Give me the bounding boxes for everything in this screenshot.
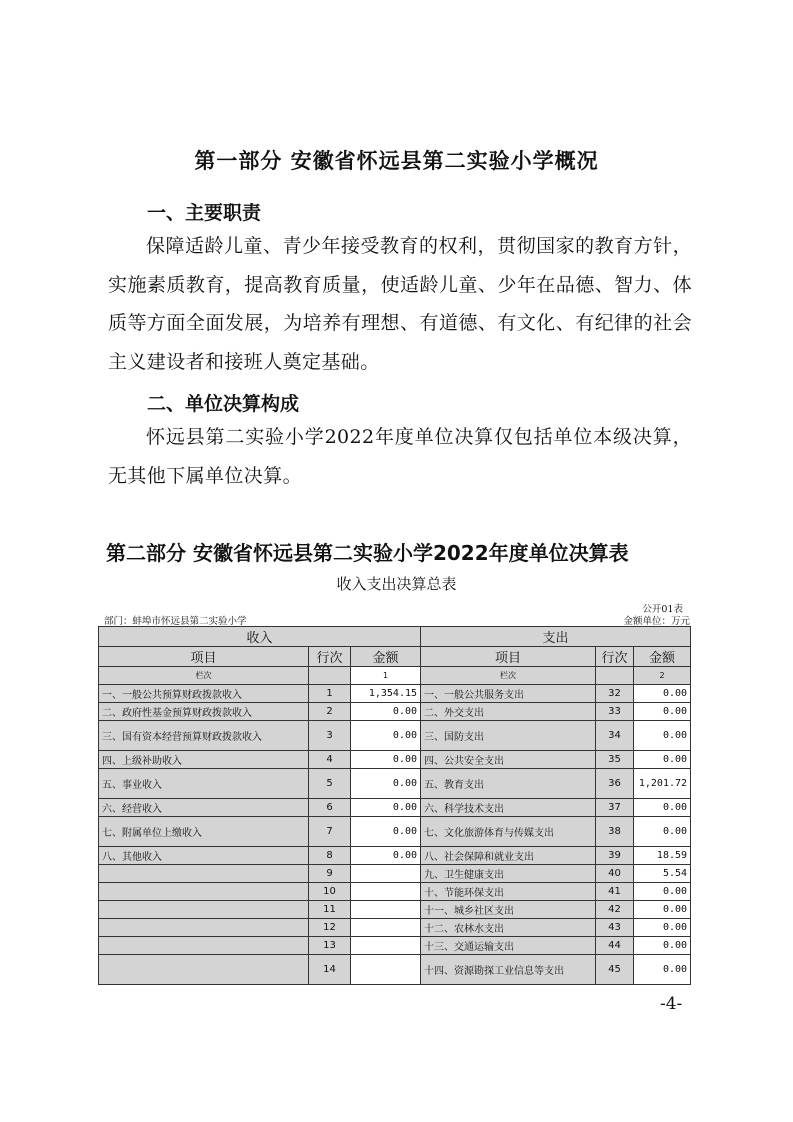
expense-row-no: 39 xyxy=(596,847,634,865)
income-amount: 0.00 xyxy=(351,751,421,769)
income-amount xyxy=(351,883,421,901)
income-row-no: 13 xyxy=(309,937,351,955)
table-row xyxy=(99,769,691,799)
income-amount: 0.00 xyxy=(351,817,421,847)
table-row xyxy=(99,937,691,955)
unit-label: 金额单位：万元 xyxy=(623,616,690,627)
table-title: 收入支出决算总表 xyxy=(336,575,457,593)
income-item: 三、国有资本经营预算财政拨款收入 xyxy=(99,721,309,751)
income-row-no: 5 xyxy=(309,769,351,799)
table-row xyxy=(99,751,691,769)
expense-row-no: 40 xyxy=(596,865,634,883)
income-item: 五、事业收入 xyxy=(99,769,309,799)
expense-amount: 0.00 xyxy=(634,901,691,919)
income-amount xyxy=(351,937,421,955)
expense-amount-header: 金额 xyxy=(634,647,691,667)
expense-item: 一、一般公共服务支出 xyxy=(421,685,596,703)
expense-lanci-blank xyxy=(596,667,634,685)
expense-row-no: 32 xyxy=(596,685,634,703)
table-row xyxy=(99,703,691,721)
expense-amount: 1,201.72 xyxy=(634,769,691,799)
section1-paragraph: 保障适龄儿童、青少年接受教育的权利，贯彻国家的教育方针，实施素质教育，提高教育质量，使适龄儿童、少年在品德、智力、体质等方面全面发展，为培养有理想、有道德、有文化、有纪律的社会主义建设者和接班人奠定基础。 xyxy=(108,235,692,374)
expense-row-no: 33 xyxy=(596,703,634,721)
expense-row-no: 44 xyxy=(596,937,634,955)
income-row-no: 6 xyxy=(309,799,351,817)
income-row-no: 7 xyxy=(309,817,351,847)
table-row xyxy=(99,685,691,703)
expense-row-no: 36 xyxy=(596,769,634,799)
expense-row-no: 42 xyxy=(596,901,634,919)
income-amount: 0.00 xyxy=(351,703,421,721)
income-row-no: 10 xyxy=(309,883,351,901)
income-amount: 1,354.15 xyxy=(351,685,421,703)
expense-item: 十四、资源勘探工业信息等支出 xyxy=(421,955,596,985)
expense-row-no: 37 xyxy=(596,799,634,817)
expense-row-header: 行次 xyxy=(596,647,634,667)
income-row-no: 9 xyxy=(309,865,351,883)
income-row-no: 11 xyxy=(309,901,351,919)
income-item: 一、一般公共预算财政拨款收入 xyxy=(99,685,309,703)
income-expense-table xyxy=(98,626,691,985)
income-lanci-label: 栏次 xyxy=(99,667,309,685)
expense-item: 四、公共安全支出 xyxy=(421,751,596,769)
expense-item: 九、卫生健康支出 xyxy=(421,865,596,883)
expense-item: 十三、交通运输支出 xyxy=(421,937,596,955)
income-col-number: 1 xyxy=(351,667,421,685)
section2-heading: 二、单位决算构成 xyxy=(147,393,300,415)
income-item: 六、经营收入 xyxy=(99,799,309,817)
income-row-header: 行次 xyxy=(309,647,351,667)
expense-amount: 0.00 xyxy=(634,703,691,721)
expense-item: 八、社会保障和就业支出 xyxy=(421,847,596,865)
expense-item: 十、节能环保支出 xyxy=(421,883,596,901)
expense-row-no: 38 xyxy=(596,817,634,847)
income-header: 收入 xyxy=(99,627,421,647)
expense-item: 六、科学技术支出 xyxy=(421,799,596,817)
income-item xyxy=(99,955,309,985)
expense-item: 三、国防支出 xyxy=(421,721,596,751)
table-row xyxy=(99,847,691,865)
page-number: -4- xyxy=(660,994,683,1014)
income-item xyxy=(99,901,309,919)
income-row-no: 14 xyxy=(309,955,351,985)
income-amount xyxy=(351,919,421,937)
income-amount: 0.00 xyxy=(351,769,421,799)
expense-item: 二、外交支出 xyxy=(421,703,596,721)
table-row xyxy=(99,919,691,937)
income-item-header: 项目 xyxy=(99,647,309,667)
income-row-no: 12 xyxy=(309,919,351,937)
income-row-no: 3 xyxy=(309,721,351,751)
expense-item-header: 项目 xyxy=(421,647,596,667)
income-amount xyxy=(351,955,421,985)
expense-amount: 0.00 xyxy=(634,919,691,937)
section2-paragraph: 怀远县第二实验小学2022年度单位决算仅包括单位本级决算，无其他下属单位决算。 xyxy=(108,426,692,487)
income-row-no: 2 xyxy=(309,703,351,721)
income-row-no: 1 xyxy=(309,685,351,703)
income-amount: 0.00 xyxy=(351,847,421,865)
income-row-no: 8 xyxy=(309,847,351,865)
expense-row-no: 35 xyxy=(596,751,634,769)
income-item: 四、上级补助收入 xyxy=(99,751,309,769)
expense-item: 十一、城乡社区支出 xyxy=(421,901,596,919)
table-row xyxy=(99,817,691,847)
expense-amount: 0.00 xyxy=(634,685,691,703)
expense-item: 五、教育支出 xyxy=(421,769,596,799)
income-item xyxy=(99,937,309,955)
expense-row-no: 45 xyxy=(596,955,634,985)
expense-amount: 0.00 xyxy=(634,883,691,901)
department-label: 部门：蚌埠市怀远县第二实验小学 xyxy=(104,616,247,627)
part1-title: 第一部分 安徽省怀远县第二实验小学概况 xyxy=(194,149,599,173)
income-item: 七、附属单位上缴收入 xyxy=(99,817,309,847)
expense-amount: 5.54 xyxy=(634,865,691,883)
income-item xyxy=(99,919,309,937)
income-item: 八、其他收入 xyxy=(99,847,309,865)
expense-row-no: 41 xyxy=(596,883,634,901)
expense-amount: 18.59 xyxy=(634,847,691,865)
form-number: 公开01表 xyxy=(642,604,683,615)
income-item xyxy=(99,883,309,901)
expense-item: 十二、农林水支出 xyxy=(421,919,596,937)
income-amount: 0.00 xyxy=(351,799,421,817)
income-item xyxy=(99,865,309,883)
table-row xyxy=(99,799,691,817)
expense-amount: 0.00 xyxy=(634,799,691,817)
income-amount xyxy=(351,865,421,883)
table-row xyxy=(99,901,691,919)
expense-amount: 0.00 xyxy=(634,955,691,985)
expense-amount: 0.00 xyxy=(634,937,691,955)
expense-header: 支出 xyxy=(421,627,691,647)
expense-item: 七、文化旅游体育与传媒支出 xyxy=(421,817,596,847)
expense-row-no: 34 xyxy=(596,721,634,751)
expense-col-number: 2 xyxy=(634,667,691,685)
income-lanci-blank xyxy=(309,667,351,685)
expense-amount: 0.00 xyxy=(634,751,691,769)
table-row xyxy=(99,865,691,883)
table-row xyxy=(99,955,691,985)
expense-lanci-label: 栏次 xyxy=(421,667,596,685)
income-amount xyxy=(351,901,421,919)
part2-title: 第二部分 安徽省怀远县第二实验小学2022年度单位决算表 xyxy=(106,541,629,565)
income-amount-header: 金额 xyxy=(351,647,421,667)
section1-heading: 一、主要职责 xyxy=(147,202,262,224)
income-amount: 0.00 xyxy=(351,721,421,751)
table-row xyxy=(99,883,691,901)
table-row xyxy=(99,721,691,751)
expense-amount: 0.00 xyxy=(634,721,691,751)
expense-amount: 0.00 xyxy=(634,817,691,847)
income-row-no: 4 xyxy=(309,751,351,769)
expense-row-no: 43 xyxy=(596,919,634,937)
income-item: 二、政府性基金预算财政拨款收入 xyxy=(99,703,309,721)
